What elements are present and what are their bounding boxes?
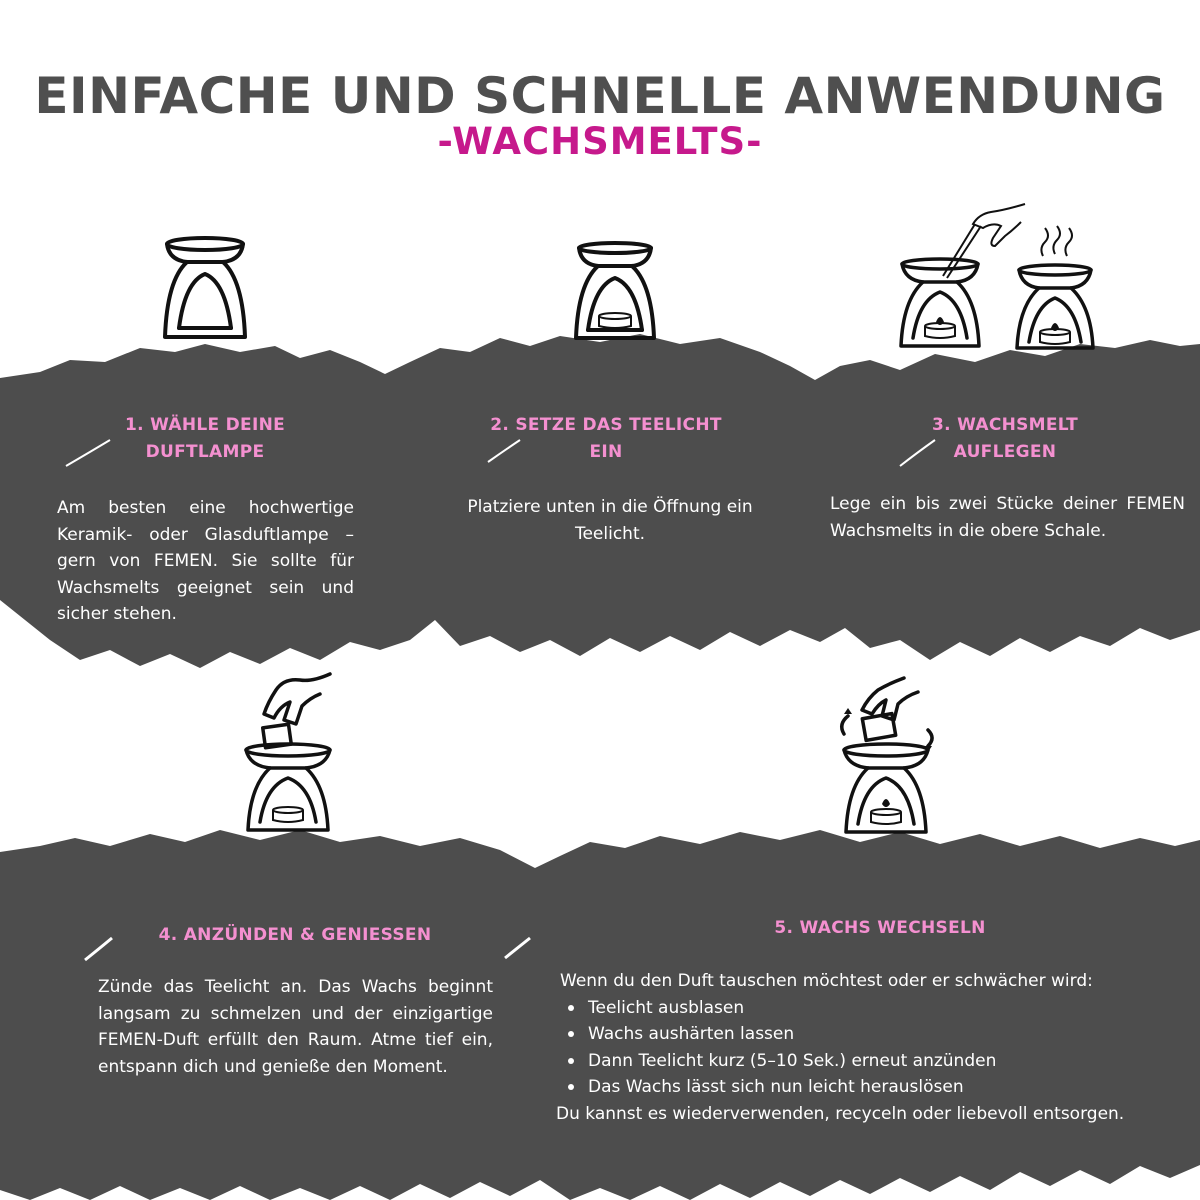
- step-5-intro: Wenn du den Duft tauschen möchtest oder er schwächer wird:: [560, 971, 1093, 991]
- step-5-text: [556, 968, 1186, 1127]
- step-4-title-line1: 4. ANZÜNDEN & GENIESSEN: [158, 925, 432, 945]
- page-title: EINFACHE UND SCHNELLE ANWENDUNG: [34, 67, 1166, 125]
- step-5-bullet: Wachs aushärten lassen: [562, 1021, 1186, 1048]
- hand-removing-wax-icon: [832, 676, 944, 836]
- page-subtitle: -WACHSMELTS-: [437, 120, 763, 163]
- step-5-title-line1: 5. WACHS WECHSELN: [774, 918, 986, 938]
- step-5-bullet: Dann Teelicht kurz (5–10 Sek.) erneut anzünden: [562, 1048, 1186, 1075]
- step-3-title-line2: AUFLEGEN: [953, 442, 1057, 462]
- oil-burner-icon: [155, 232, 255, 344]
- step-1-title: [95, 412, 315, 466]
- step-5-title: [720, 915, 1040, 942]
- step-1-text: Am besten eine hochwertige Keramik- oder Glasduftlampe – gern von FEMEN. Sie sollte für Wachsmelts geeignet sein und sicher stehen.: [57, 498, 354, 624]
- step-5-bullet: Das Wachs lässt sich nun leicht herauslösen: [562, 1074, 1186, 1101]
- step-3-text: Lege ein bis zwei Stücke deiner FEMEN Wachsmelts in die obere Schale.: [830, 494, 1185, 541]
- step-2-title-line2: EIN: [589, 442, 623, 462]
- step-4-title: [120, 922, 470, 949]
- step-5-outro: Du kannst es wiederverwenden, recyceln oder liebevoll entsorgen.: [556, 1103, 1125, 1124]
- step-1-title-line1: 1. WÄHLE DEINE: [124, 415, 286, 435]
- step-1-title-line2: DUFTLAMPE: [145, 442, 265, 462]
- step-5-bullet: Teelicht ausblasen: [562, 995, 1186, 1022]
- hand-placing-wax-icon: [895, 198, 1105, 350]
- step-3-title-line1: 3. WACHSMELT: [931, 415, 1079, 435]
- step-4-text: Zünde das Teelicht an. Das Wachs beginnt langsam zu schmelzen und der einzigartige FEMEN-Duft erfüllt den Raum. Atme tief ein, entspann dich und genieße den Moment.: [98, 977, 493, 1077]
- step-2-title: [470, 412, 742, 466]
- step-2-title-line1: 2. SETZE DAS TEELICHT: [490, 415, 722, 435]
- step-3-title: [900, 412, 1110, 466]
- step-5-bullet-list: [556, 995, 1186, 1101]
- step-2-text: Platziere unten in die Öffnung ein Teelicht.: [467, 497, 753, 544]
- hand-wax-burner-icon: [240, 672, 340, 834]
- oil-burner-tealight-icon: [568, 238, 662, 344]
